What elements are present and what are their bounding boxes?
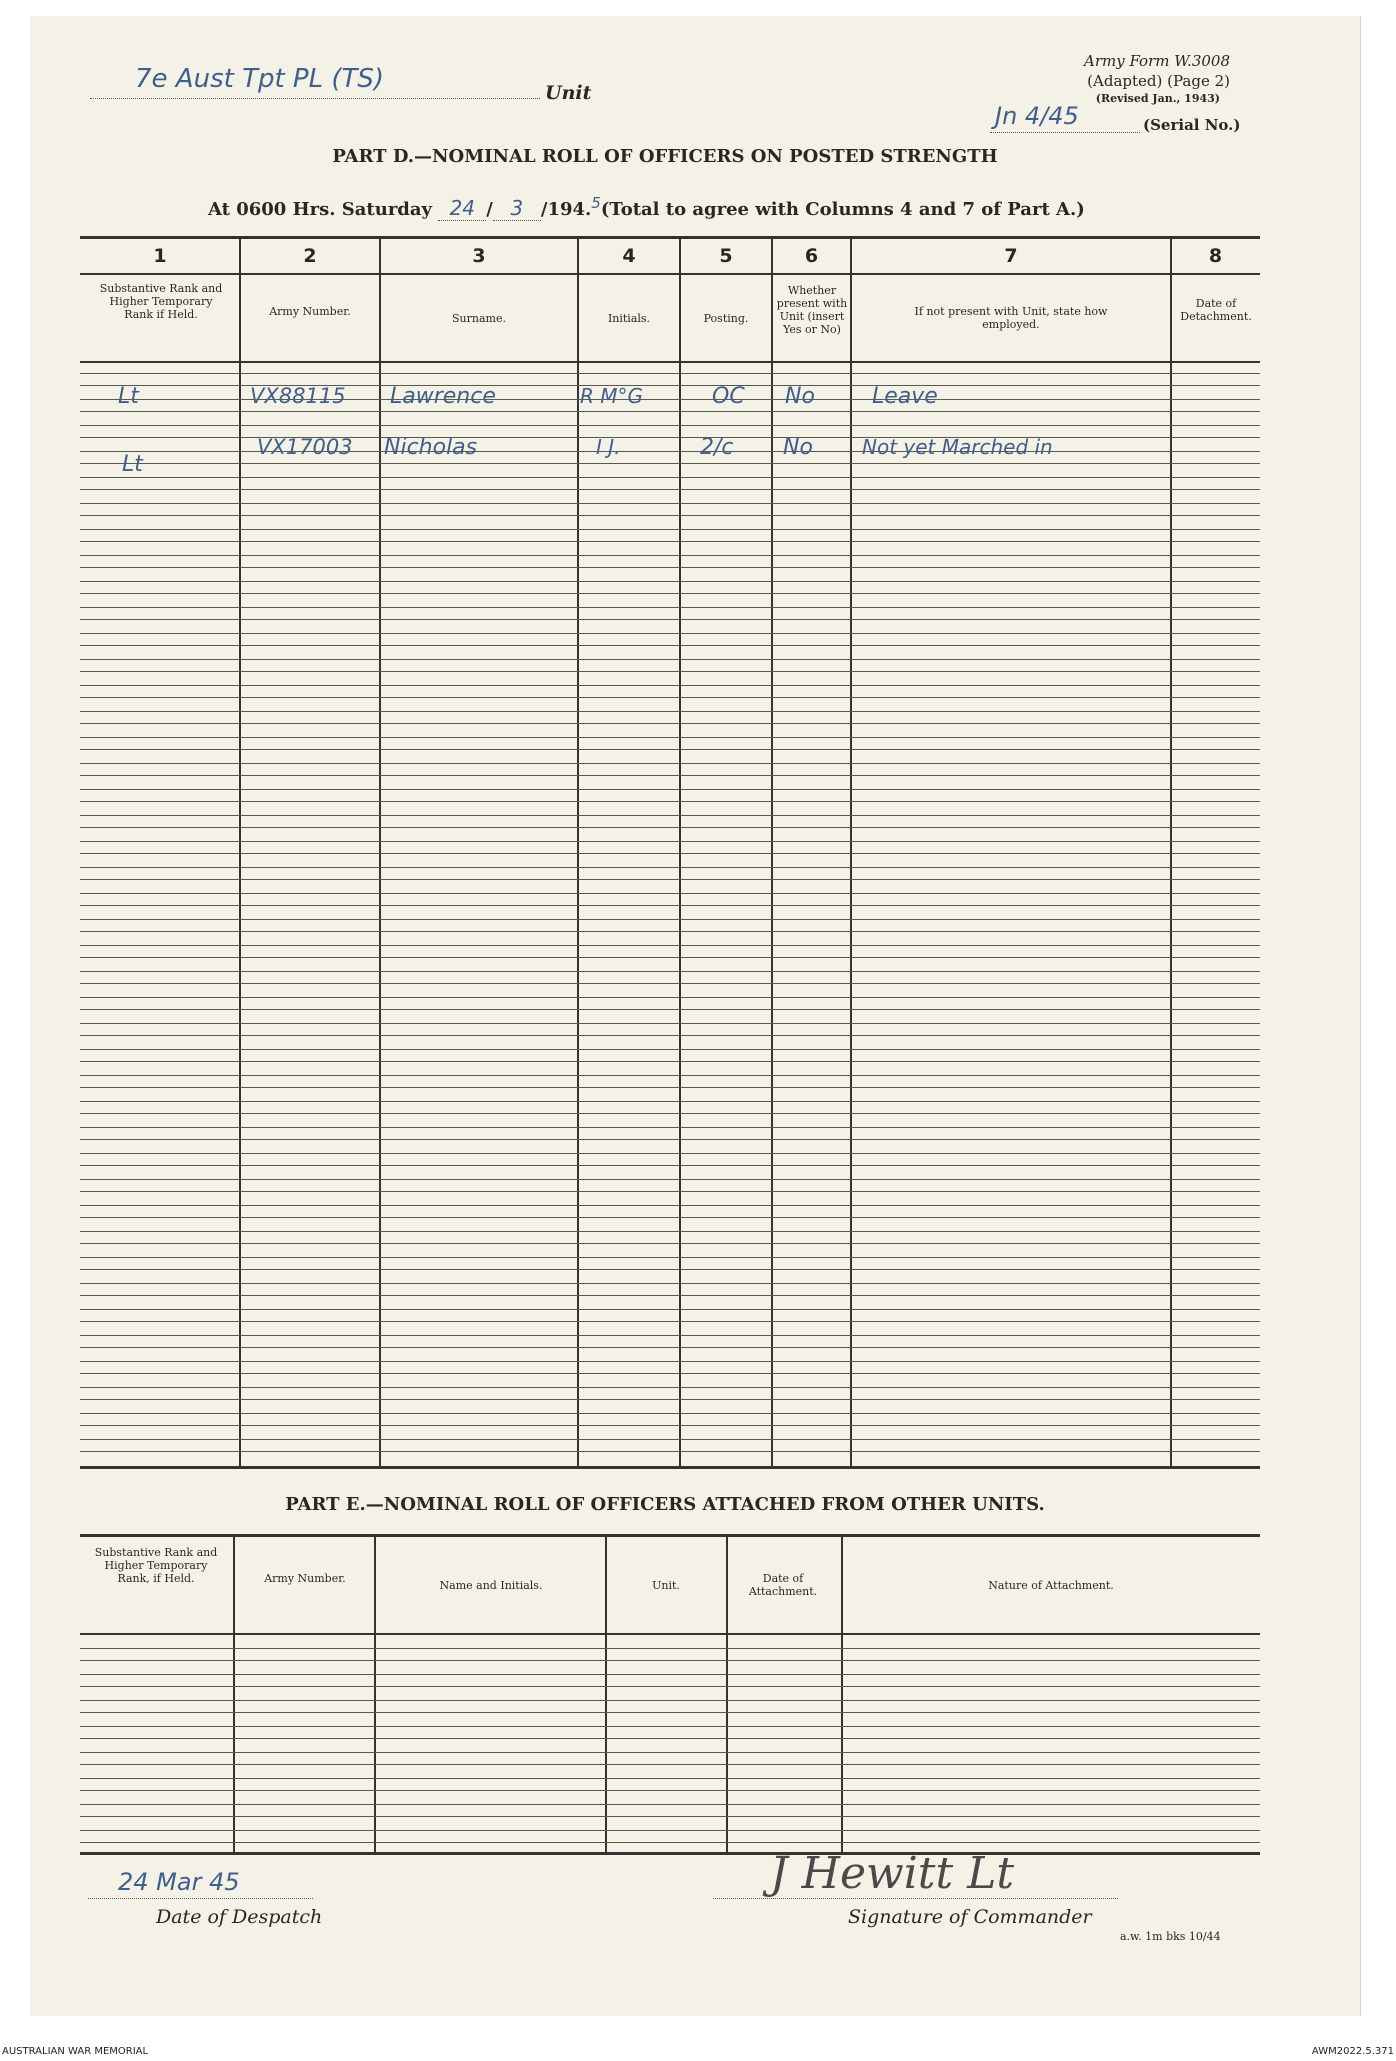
table-d-row-line: [80, 749, 1260, 750]
table-d-row-line: [80, 1035, 1260, 1036]
table-d-row-line: [80, 1257, 1260, 1258]
col-header-army-number: Army Number.: [269, 305, 351, 318]
table-d-row-line: [80, 1101, 1260, 1102]
commander-signature: J Hewitt Lt: [770, 1848, 1015, 1899]
table-d-row-line: [80, 373, 1260, 374]
row2-surname: Nicholas: [384, 435, 478, 460]
table-e-row-line: [80, 1764, 1260, 1765]
e-col-divider-4: [726, 1535, 728, 1853]
table-e-row-line: [80, 1700, 1260, 1701]
table-d-row-line: [80, 853, 1260, 854]
table-e-row-line: [80, 1790, 1260, 1791]
roll-sep1: /: [486, 199, 493, 220]
table-e-row-line: [80, 1726, 1260, 1727]
despatch-value: 24 Mar 45: [118, 1868, 240, 1896]
table-d-row-line: [80, 1153, 1260, 1154]
table-d-row-line: [80, 945, 1260, 946]
archive-label-left: AUSTRALIAN WAR MEMORIAL: [2, 2046, 149, 2057]
row2-army-number: VX17003: [257, 435, 353, 459]
row2-initials: I J.: [596, 435, 621, 459]
serial-label: (Serial No.): [1143, 116, 1241, 134]
table-d-bottom-rule: [80, 1466, 1260, 1469]
col-num-3: 3: [472, 245, 486, 267]
col-num-6: 6: [804, 245, 819, 267]
table-d-row-line: [80, 503, 1260, 504]
table-d-row-line: [80, 1217, 1260, 1218]
table-d-row-line: [80, 1009, 1260, 1010]
archive-label-right: AWM2022.5.371: [1311, 2046, 1394, 2057]
e-header-unit: Unit.: [652, 1579, 680, 1592]
col-num-1: 1: [153, 245, 167, 267]
table-d-row-line: [80, 1165, 1260, 1166]
table-d-row-line: [80, 1243, 1260, 1244]
col-header-surname: Surname.: [452, 312, 506, 325]
row2-employed: Not yet Marched in: [862, 435, 1053, 459]
table-d-row-line: [80, 1347, 1260, 1348]
table-d-row-line: [80, 1127, 1260, 1128]
table-d-row-line: [80, 737, 1260, 738]
table-d-row-line: [80, 971, 1260, 972]
table-d-row-line: [80, 425, 1260, 426]
table-d-row-line: [80, 1179, 1260, 1180]
table-d-row-line: [80, 1295, 1260, 1296]
roll-date-prefix: At 0600 Hrs. Saturday: [208, 199, 433, 220]
signature-line: [713, 1898, 1118, 1899]
e-col-divider-1: [233, 1535, 235, 1853]
form-revised: (Revised Jan., 1943): [1095, 92, 1220, 105]
roll-date-line: [208, 194, 1085, 221]
despatch-line: [88, 1898, 313, 1899]
table-d-row-line: [80, 1061, 1260, 1062]
table-e-row-line: [80, 1674, 1260, 1675]
table-d-row-line: [80, 1451, 1260, 1452]
col-header-employed: If not present with Unit, state how employed.: [914, 305, 1108, 331]
e-header-name: Name and Initials.: [439, 1579, 543, 1592]
table-d-row-line: [80, 905, 1260, 906]
table-d-row-line: [80, 1205, 1260, 1206]
table-d-row-line: [80, 1049, 1260, 1050]
table-d-row-line: [80, 983, 1260, 984]
table-d-row-line: [80, 1387, 1260, 1388]
table-d-header-rule: [80, 361, 1260, 363]
table-d-row-line: [80, 789, 1260, 790]
table-d-row-line: [80, 893, 1260, 894]
table-d-row-line: [80, 1361, 1260, 1362]
table-d-row-line: [80, 801, 1260, 802]
table-e-row-line: [80, 1738, 1260, 1739]
col-header-present: Whether present with Unit (insert Yes or No): [776, 284, 848, 336]
table-d-row-line: [80, 567, 1260, 568]
unit-value: 7e Aust Tpt PL (TS): [135, 64, 385, 94]
e-header-nature: Nature of Attachment.: [988, 1579, 1114, 1592]
table-d-row-line: [80, 997, 1260, 998]
table-d-row-line: [80, 659, 1260, 660]
serial-line: [990, 132, 1140, 133]
table-d-row-line: [80, 1309, 1260, 1310]
table-d-row-line: [80, 555, 1260, 556]
table-d-row-line: [80, 957, 1260, 958]
e-header-date-attachment: Date of Attachment.: [748, 1572, 818, 1598]
col-header-rank: Substantive Rank and Higher Temporary Rank if Held.: [99, 282, 223, 321]
table-d-row-line: [80, 463, 1260, 464]
table-d-row-line: [80, 1413, 1260, 1414]
table-d-row-line: [80, 685, 1260, 686]
serial-value: Jn 4/45: [995, 102, 1079, 130]
table-d-row-line: [80, 1087, 1260, 1088]
table-d-row-line: [80, 763, 1260, 764]
row2-posting: 2/c: [700, 435, 734, 460]
table-d-row-line: [80, 841, 1260, 842]
e-header-army-number: Army Number.: [264, 1572, 346, 1585]
form-adapted: (Adapted) (Page 2): [1087, 72, 1230, 90]
row1-army-number: VX88115: [250, 384, 346, 408]
table-e-row-line: [80, 1686, 1260, 1687]
table-d-row-line: [80, 879, 1260, 880]
table-d-row-line: [80, 1283, 1260, 1284]
table-e-bottom-rule: [80, 1852, 1260, 1855]
signature-label: Signature of Commander: [848, 1906, 1092, 1928]
col-num-5: 5: [719, 245, 733, 267]
table-d-row-line: [80, 1139, 1260, 1140]
table-d-row-line: [80, 931, 1260, 932]
roll-date-suffix: (Total to agree with Columns 4 and 7 of Part A.): [600, 199, 1085, 220]
table-d-top-rule: [80, 236, 1260, 239]
table-d-row-line: [80, 775, 1260, 776]
table-e-row-line: [80, 1842, 1260, 1843]
col-num-2: 2: [303, 245, 317, 267]
roll-day: 24: [438, 196, 486, 221]
table-e-row-line: [80, 1712, 1260, 1713]
table-d-num-rule: [80, 273, 1260, 275]
col-header-detachment: Date of Detachment.: [1180, 297, 1252, 323]
table-d-row-line: [80, 1269, 1260, 1270]
table-d-row-line: [80, 581, 1260, 582]
table-d-row-line: [80, 1439, 1260, 1440]
table-d-row-line: [80, 1335, 1260, 1336]
part-d-title: PART D.—NOMINAL ROLL OF OFFICERS ON POSTED STRENGTH: [332, 146, 998, 167]
row1-surname: Lawrence: [390, 384, 496, 409]
table-d-row-line: [80, 671, 1260, 672]
col-num-7: 7: [1004, 245, 1018, 267]
row1-initials: R M°G: [580, 384, 644, 408]
table-d-row-line: [80, 1399, 1260, 1400]
col-header-initials: Initials.: [607, 312, 651, 325]
table-e-top-rule: [80, 1534, 1260, 1537]
table-d-row-line: [80, 593, 1260, 594]
table-d-row-line: [80, 867, 1260, 868]
row1-present: No: [785, 384, 815, 409]
table-d-row-line: [80, 529, 1260, 530]
table-d-row-line: [80, 1425, 1260, 1426]
row2-present: No: [783, 435, 813, 460]
table-e-row-line: [80, 1648, 1260, 1649]
table-e-row-line: [80, 1778, 1260, 1779]
table-d-row-line: [80, 1023, 1260, 1024]
form-number: Army Form W.3008: [1084, 52, 1230, 70]
table-e-row-line: [80, 1660, 1260, 1661]
table-d-row-line: [80, 723, 1260, 724]
table-d-row-line: [80, 1231, 1260, 1232]
part-e-title: PART E.—NOMINAL ROLL OF OFFICERS ATTACHED FROM OTHER UNITS.: [285, 1494, 1045, 1515]
table-d-row-line: [80, 515, 1260, 516]
table-d-row-line: [80, 919, 1260, 920]
table-d-row-line: [80, 541, 1260, 542]
row1-rank: Lt: [118, 384, 139, 409]
unit-label: Unit: [545, 82, 592, 104]
row1-employed: Leave: [872, 384, 938, 409]
row2-rank: Lt: [122, 452, 143, 477]
table-d-row-line: [80, 607, 1260, 608]
table-d-row-line: [80, 619, 1260, 620]
table-d-row-line: [80, 411, 1260, 412]
table-e-row-line: [80, 1830, 1260, 1831]
print-code: a.w. 1m bks 10/44: [1120, 1930, 1221, 1943]
roll-year-prefix: /194.: [540, 199, 592, 220]
table-d-row-line: [80, 1321, 1260, 1322]
table-d-row-line: [80, 633, 1260, 634]
col-num-4: 4: [622, 245, 636, 267]
table-d-row-line: [80, 489, 1260, 490]
roll-month: 3: [493, 196, 541, 221]
table-e-row-line: [80, 1816, 1260, 1817]
col-header-posting: Posting.: [703, 312, 749, 325]
table-e-row-line: [80, 1752, 1260, 1753]
unit-line: [90, 98, 540, 99]
col-num-8: 8: [1208, 245, 1223, 267]
row1-posting: OC: [712, 384, 745, 409]
table-d-row-line: [80, 1191, 1260, 1192]
table-d-row-line: [80, 477, 1260, 478]
table-d-row-line: [80, 1373, 1260, 1374]
e-header-rank: Substantive Rank and Higher Temporary Rank, if Held.: [94, 1546, 218, 1585]
table-d-row-line: [80, 827, 1260, 828]
table-d-row-line: [80, 1113, 1260, 1114]
table-d-row-line: [80, 815, 1260, 816]
table-d-row-line: [80, 697, 1260, 698]
table-d-row-line: [80, 645, 1260, 646]
table-e-row-line: [80, 1804, 1260, 1805]
table-e-header-rule: [80, 1633, 1260, 1635]
despatch-label: Date of Despatch: [156, 1906, 323, 1928]
table-d-row-line: [80, 1075, 1260, 1076]
table-d-row-line: [80, 711, 1260, 712]
roll-year-digit: 5: [591, 194, 601, 212]
